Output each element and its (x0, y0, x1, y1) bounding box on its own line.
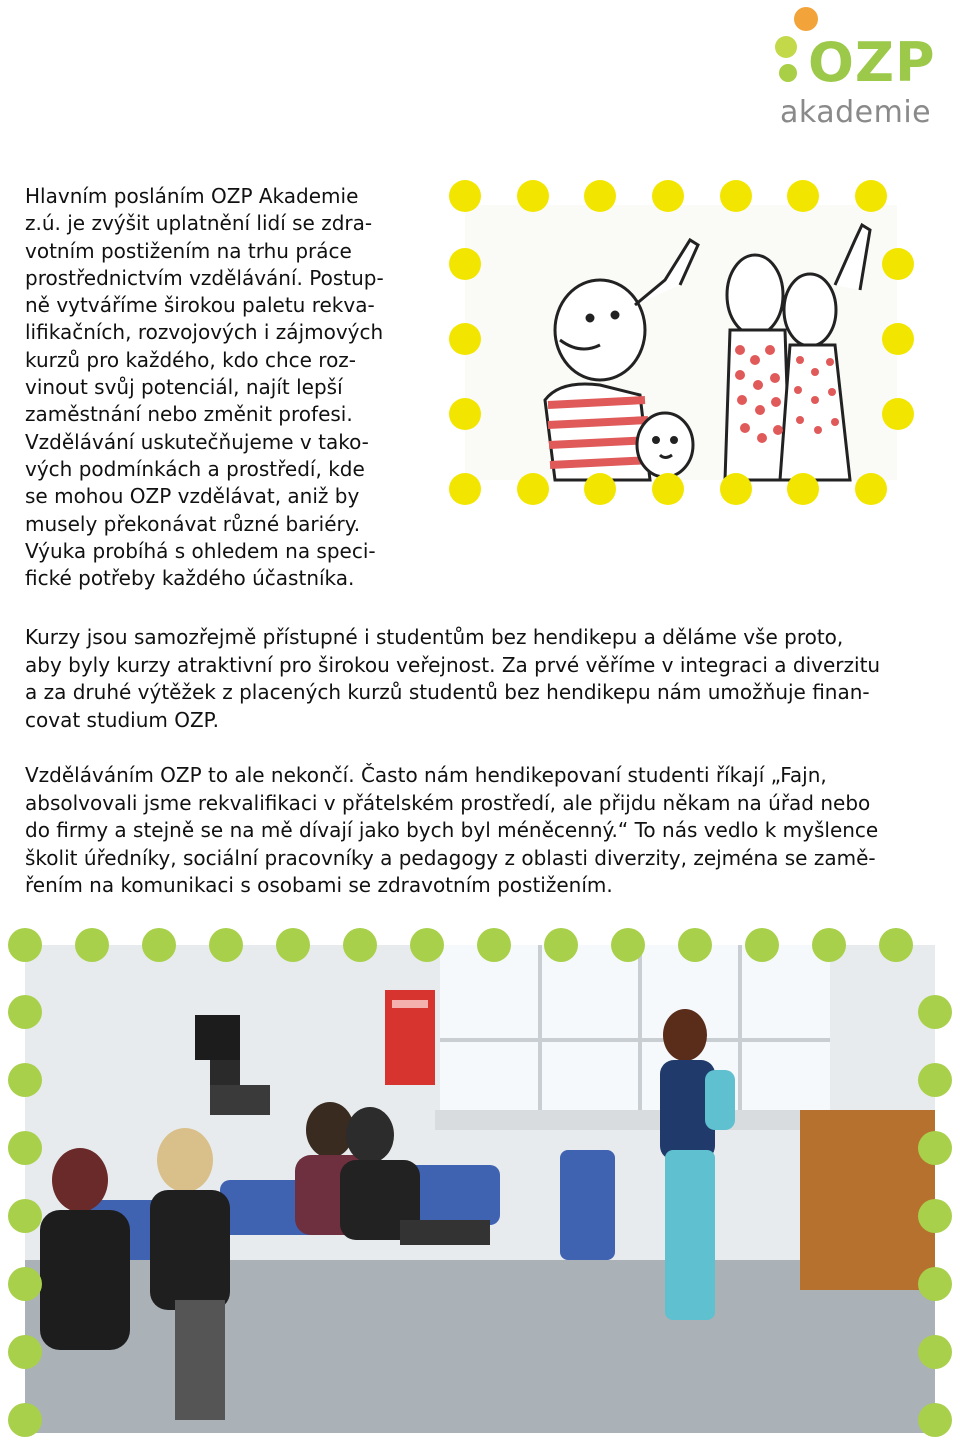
intro-line: musely překonávat různé bariéry. (25, 511, 361, 536)
paragraph-line: absolvovali jsme rekvalifikaci v přátelském prostředí, ale přijdu někam na úřad nebo (25, 790, 871, 815)
paragraph-line: covat studium OZP. (25, 707, 219, 732)
paragraph-line: Vzděláváním OZP to ale nekončí. Často nám hendikepovaní studenti říkají „Fajn, (25, 763, 827, 787)
intro-line: lifikačních, rozvojových i zájmových (25, 320, 384, 345)
logo-dot-green-1 (775, 36, 797, 58)
intro-paragraph (25, 183, 425, 592)
intro-line: vých podmínkách a prostředí, kde (25, 456, 365, 481)
logo-dot-orange (794, 7, 818, 31)
paragraph-line: školit úředníky, sociální pracovníky a pedagogy z oblasti diverzity, zejména se zamě- (25, 845, 876, 870)
paragraph-diversity (25, 762, 935, 900)
paragraph-line: Kurzy jsou samozřejmě přístupné i studentům bez hendikepu a děláme vše proto, (25, 625, 844, 649)
intro-line: zaměstnání nebo změnit profesi. (25, 402, 353, 427)
intro-line: Vzdělávání uskutečňujeme v tako- (25, 429, 369, 454)
intro-line: z.ú. je zvýšit uplatnění lidí se zdra- (25, 211, 373, 236)
intro-line: prostřednictvím vzdělávání. Postup- (25, 265, 384, 290)
desk (800, 1110, 935, 1290)
monitor (195, 1015, 240, 1060)
logo-word: OZP (808, 31, 936, 94)
illustration-frame (440, 180, 920, 505)
intro-line: Výuka probíhá s ohledem na speci- (25, 538, 376, 563)
intro-line: fické potřeby každého účastníka. (25, 566, 355, 591)
paragraph-line: řením na komunikaci s osobami se zdravotním postižením. (25, 873, 613, 898)
intro-line: kurzů pro každého, kdo chce roz- (25, 347, 357, 372)
logo-subtitle: akademie (780, 95, 932, 130)
intro-line: vinout svůj potenciál, najít lepší (25, 375, 343, 400)
paragraph-line: do firmy a stejně se na mě dívají jako bych byl méněcenný.“ To nás vedlo k myšlence (25, 818, 879, 843)
intro-line: ně vytváříme širokou paletu rekva- (25, 293, 375, 318)
intro-line: se mohou OZP vzdělávat, aniž by (25, 484, 360, 509)
intro-line: Hlavním posláním OZP Akademie (25, 184, 359, 208)
paragraph-line: aby byly kurzy atraktivní pro širokou veřejnost. Za prvé věříme v integraci a diverzitu (25, 652, 881, 677)
paragraph-accessibility (25, 624, 935, 734)
classroom-photo (0, 918, 960, 1447)
logo-dot-green-2 (779, 64, 797, 82)
intro-line: votním postižením na trhu práce (25, 238, 352, 263)
paragraph-line: a za druhé výtěžek z placených kurzů studentů bez hendikepu nám umožňuje finan- (25, 680, 870, 705)
